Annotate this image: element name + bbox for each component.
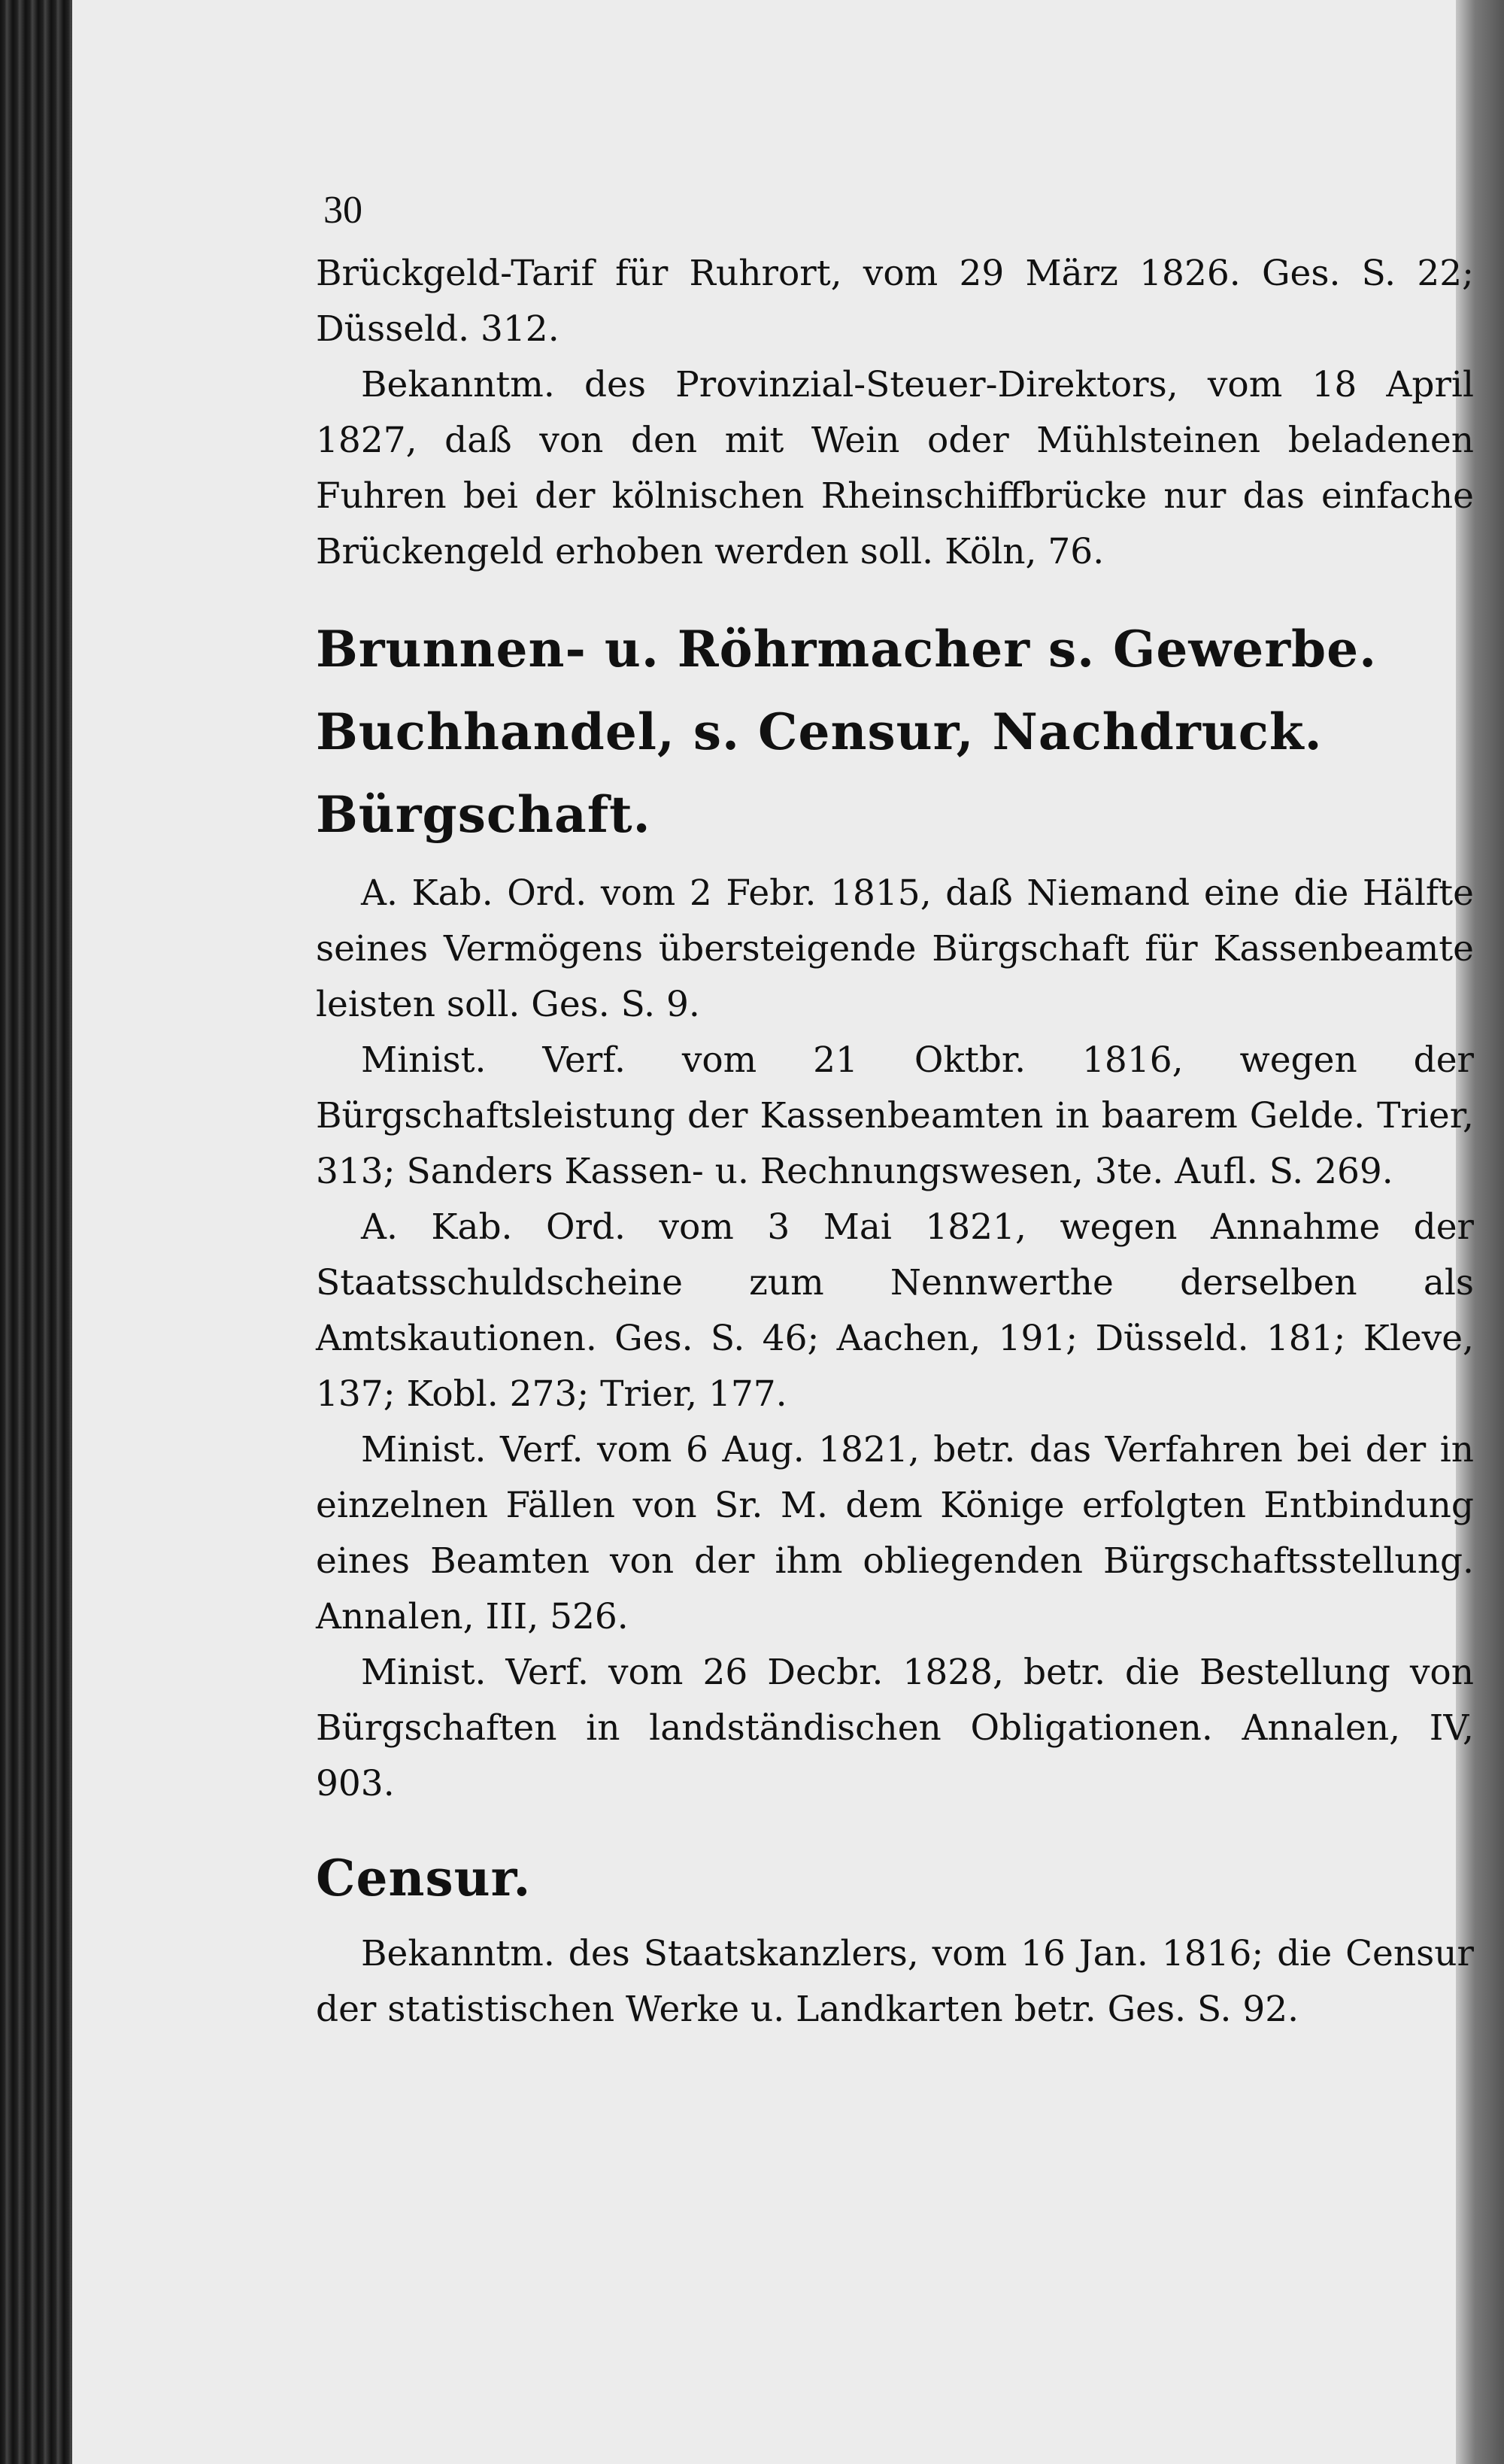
entry-minist-verf-aug-1821: Minist. Verf. vom 6 Aug. 1821, betr. das Verfahren bei der in einzelnen Fällen von Sr. M. dem Könige erfolgten Entbindung eines Beamten von der ihm obliegenden Bürgschaftsstellung. Annalen, III, 526. <box>316 1429 1474 1637</box>
entry-kab-ord-1815: A. Kab. Ord. vom 2 Febr. 1815, daß Niemand eine die Hälfte seines Vermögens übersteigende Bürgschaft für Kassenbeamte leisten soll. Ges. S. 9. <box>316 872 1474 1025</box>
heading-buergschaft: Bürgschaft. <box>316 785 651 844</box>
text-column <box>316 188 1474 2038</box>
page-number: 30 <box>323 189 362 232</box>
entry-minist-verf-1828: Minist. Verf. vom 26 Decbr. 1828, betr. die Bestellung von Bürgschaften in landständischen Obligationen. Annalen, IV, 903. <box>316 1652 1474 1804</box>
book-binding-edge <box>0 0 72 2464</box>
heading-brunnen-roehrmacher: Brunnen- u. Röhrmacher s. Gewerbe. <box>316 620 1378 678</box>
entry-brueckgeld-tarif: Brückgeld-Tarif für Ruhrort, vom 29 März 1826. Ges. S. 22; Düsseld. 312. <box>316 253 1474 350</box>
heading-buchhandel: Buchhandel, s. Censur, Nachdruck. <box>316 702 1323 761</box>
entry-kab-ord-1821: A. Kab. Ord. vom 3 Mai 1821, wegen Annahme der Staatsschuldscheine zum Nennwerthe derselben als Amtskautionen. Ges. S. 46; Aachen, 191; Düsseld. 181; Kleve, 137; Kobl. 273; Trier, 177. <box>316 1206 1474 1415</box>
heading-censur: Censur. <box>316 1849 532 1907</box>
entry-bekanntm-steuer-direktor: Bekanntm. des Provinzial-Steuer-Direktors, vom 18 April 1827, daß von den mit Wein oder Mühlsteinen beladenen Fuhren bei der kölnischen Rheinschiffbrücke nur das einfache Brückengeld erhoben werden soll. Köln, 76. <box>316 364 1474 572</box>
entry-minist-verf-1816: Minist. Verf. vom 21 Oktbr. 1816, wegen der Bürgschaftsleistung der Kassenbeamten in baarem Gelde. Trier, 313; Sanders Kassen- u. Rechnungswesen, 3te. Aufl. S. 269. <box>316 1039 1474 1192</box>
entry-bekanntm-staatskanzler: Bekanntm. des Staatskanzlers, vom 16 Jan. 1816; die Censur der statistischen Werke u. Landkarten betr. Ges. S. 92. <box>316 1933 1474 2030</box>
